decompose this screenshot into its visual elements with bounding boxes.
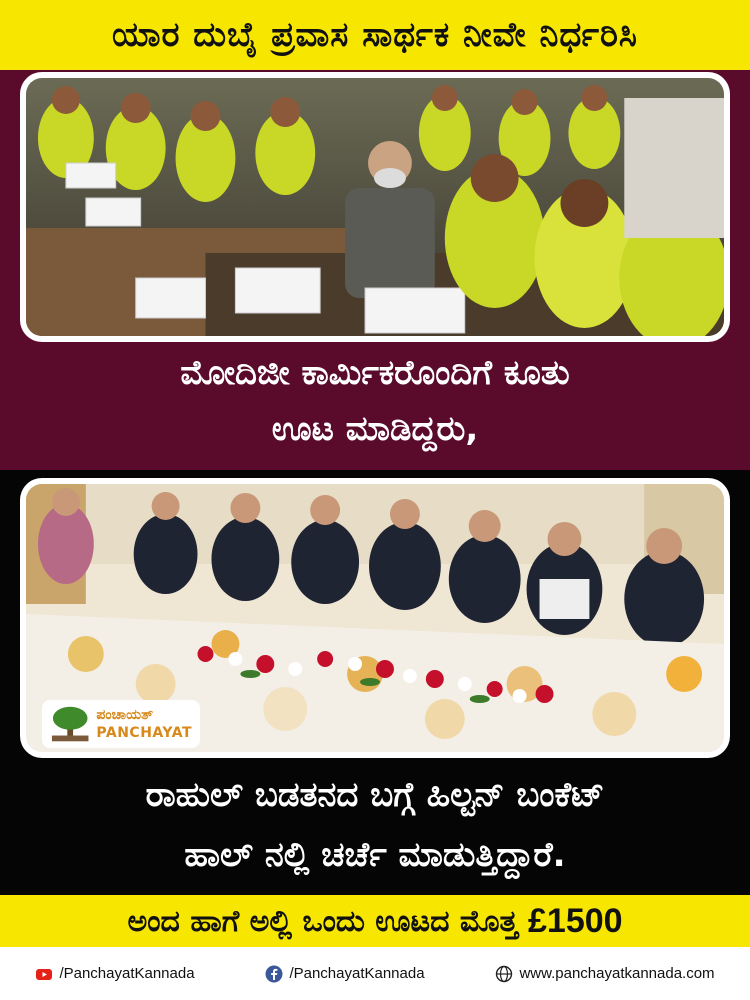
footer-website[interactable]	[495, 965, 714, 983]
facebook-icon	[265, 965, 283, 983]
footer	[0, 947, 750, 1000]
youtube-handle[interactable]: /PanchayatKannada	[59, 965, 195, 982]
meal-price: £1500	[528, 901, 623, 940]
youtube-icon	[35, 965, 53, 983]
logo-text-english: PANCHAYAT	[96, 725, 192, 741]
logo-text-kannada: ಪಂಚಾಯತ್	[96, 707, 154, 723]
photo-workers	[26, 78, 724, 336]
caption-modi	[0, 345, 750, 457]
facebook-handle[interactable]: /PanchayatKannada	[289, 965, 425, 982]
header-title: ಯಾರ ದುಬೈ ಪ್ರವಾಸ ಸಾರ್ಥಕ ನೀವೇ ನಿರ್ಧರಿಸಿ	[112, 15, 638, 55]
caption-rahul	[0, 765, 750, 885]
footer-facebook[interactable]	[265, 965, 424, 983]
caption-rahul-line-2: ಹಾಲ್ ನಲ್ಲಿ ಚರ್ಚೆ ಮಾಡುತ್ತಿದ್ದಾರೆ.	[184, 835, 566, 875]
caption-rahul-line-1: ರಾಹುಲ್ ಬಡತನದ ಬಗ್ಗೆ ಹಿಲ್ಟನ್ ಬಂಕೆಟ್	[145, 775, 605, 815]
caption-modi-line-1: ಮೋದಿಜೀ ಕಾರ್ಮಿಕರೊಂದಿಗೆ ಕೂತು	[180, 353, 570, 393]
globe-icon	[495, 965, 513, 983]
caption-modi-line-2: ಊಟ ಮಾಡಿದ್ದರು,	[271, 409, 479, 449]
photo-workers-frame	[20, 72, 730, 342]
tree-icon	[50, 704, 90, 744]
bottom-banner	[0, 895, 750, 947]
footer-youtube[interactable]	[35, 965, 194, 983]
website-url[interactable]: www.panchayatkannada.com	[519, 965, 715, 982]
panchayat-logo	[42, 700, 200, 748]
top-banner	[0, 0, 750, 70]
meal-cost-text: ಅಂದ ಹಾಗೆ ಅಲ್ಲಿ ಒಂದು ಊಟದ ಮೊತ್ತ	[127, 903, 518, 939]
